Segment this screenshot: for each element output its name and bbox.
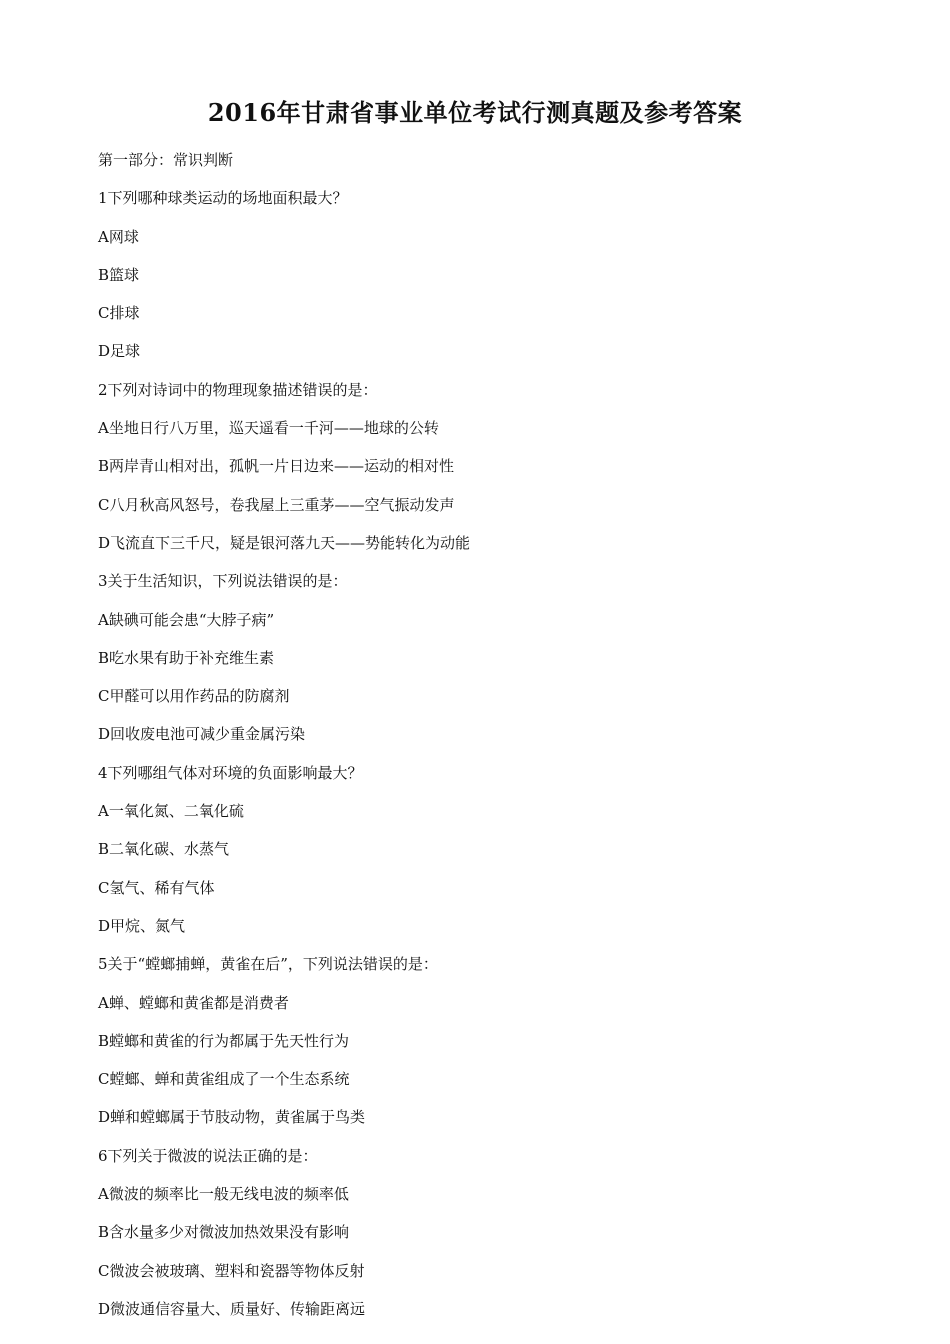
question-option: B吃水果有助于补充维生素 (98, 648, 275, 667)
question-option: A坐地日行八万里，巡天遥看一千河——地球的公转 (98, 419, 439, 438)
question-stem: 3关于生活知识，下列说法错误的是： (98, 572, 348, 591)
question-option: A缺碘可能会患“大脖子病” (98, 610, 275, 629)
question-option: B螳螂和黄雀的行为都属于先天性行为 (98, 1031, 350, 1050)
question-stem: 5关于“螳螂捕蝉，黄雀在后”，下列说法错误的是： (98, 955, 438, 974)
question-option: B两岸青山相对出，孤帆一片日边来——运动的相对性 (98, 457, 455, 476)
question-stem: 4下列哪组气体对环境的负面影响最大？ (98, 763, 363, 782)
question-option: D蝉和螳螂属于节肢动物，黄雀属于鸟类 (98, 1108, 366, 1127)
question-stem: 2下列对诗词中的物理现象描述错误的是： (98, 380, 378, 399)
question-option: B篮球 (98, 265, 140, 284)
question-option: D微波通信容量大、质量好、传输距离远 (98, 1299, 366, 1318)
question-stem: 1下列哪种球类运动的场地面积最大？ (98, 189, 348, 208)
question-option: A网球 (98, 227, 139, 246)
question-option: B二氧化碳、水蒸气 (98, 840, 230, 859)
question-option: A蝉、螳螂和黄雀都是消费者 (98, 993, 289, 1012)
question-option: D飞流直下三千尺，疑是银河落九天——势能转化为动能 (98, 533, 471, 552)
question-option: C微波会被玻璃、塑料和瓷器等物体反射 (98, 1261, 365, 1280)
section-heading: 第一部分：常识判断 (98, 151, 234, 169)
question-option: D回收废电池可减少重金属污染 (98, 725, 306, 744)
question-option: C甲醛可以用作药品的防腐剂 (98, 687, 290, 706)
question-option: C排球 (98, 304, 140, 323)
question-option: D甲烷、氮气 (98, 916, 186, 935)
question-stem: 6下列关于微波的说法正确的是： (98, 1146, 318, 1165)
question-option: C氢气、稀有气体 (98, 878, 215, 897)
question-option: B含水量多少对微波加热效果没有影响 (98, 1223, 350, 1242)
question-option: A微波的频率比一般无线电波的频率低 (98, 1185, 349, 1204)
document-title: 2016年甘肃省事业单位考试行测真题及参考答案 (207, 98, 743, 127)
question-option: C八月秋高风怒号，卷我屋上三重茅——空气振动发声 (98, 495, 455, 514)
question-option: D足球 (98, 342, 141, 361)
question-option: C螳螂、蝉和黄雀组成了一个生态系统 (98, 1070, 350, 1089)
document-body (98, 141, 878, 1328)
question-option: A一氧化氮、二氧化硫 (98, 802, 244, 821)
